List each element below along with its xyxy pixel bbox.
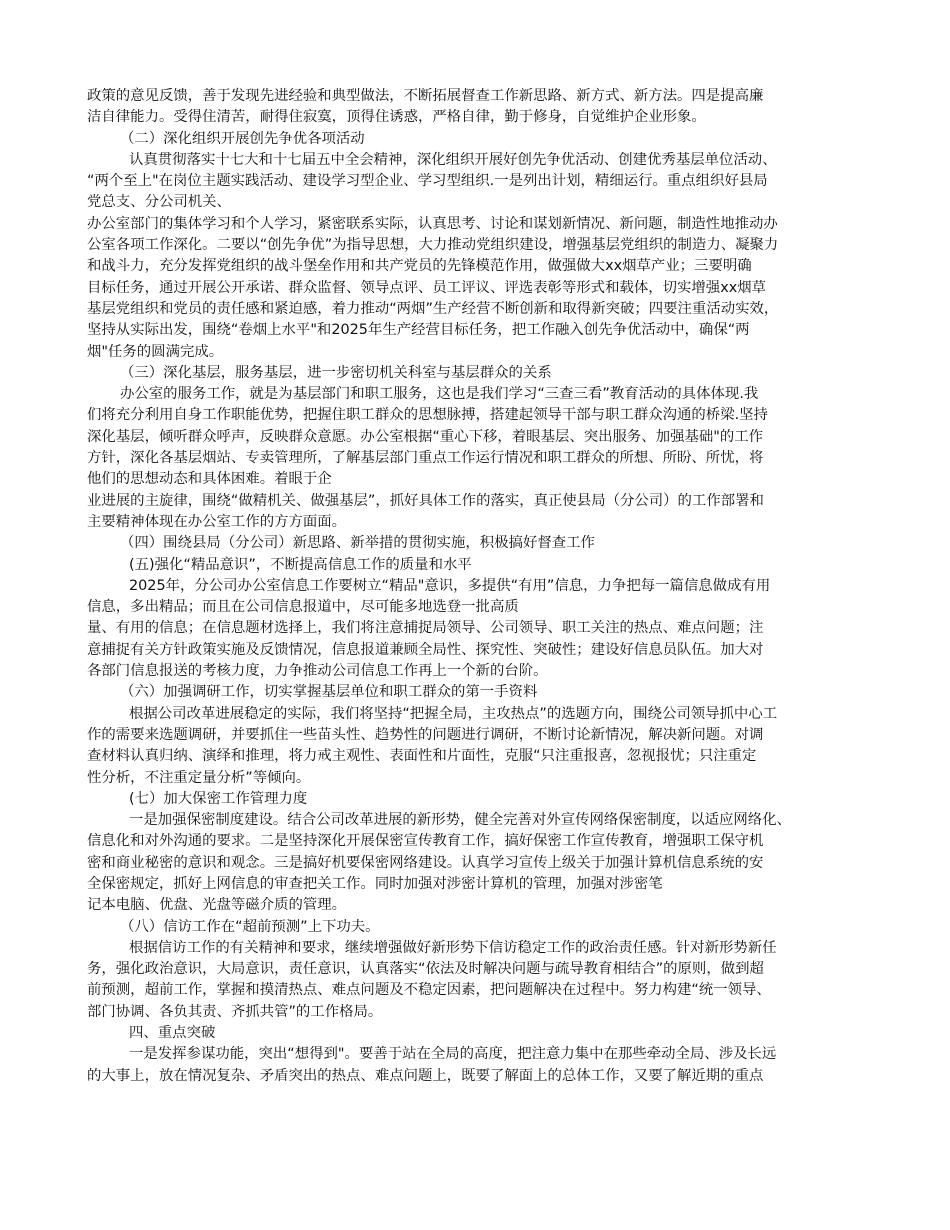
text-line: 根据公司改革进展稳定的实际，我们将坚持“把握全局，主攻热点”的选题方向，围绕公司领导抓中心工 — [129, 705, 778, 722]
text-line: 办公室部门的集体学习和个人学习，紧密联系实际，认真思考、讨论和谋划新情况、新问题，制造性地推动办 — [87, 215, 778, 232]
text-line: 密和商业秘密的意识和观念。三是搞好机要保密网络建设。认真学习宣传上级关于加强计算机信息系统的安 — [87, 854, 764, 871]
text-line: 们将充分利用自身工作职能优势，把握住职工群众的思想脉搏，搭建起领导干部与职工群众沟通的桥梁.坚持 — [87, 407, 768, 424]
text-line: 全保密规定，抓好上网信息的审查把关工作。同时加强对涉密计算机的管理，加强对涉密笔 — [87, 875, 663, 892]
text-line: （三）深化基层，服务基层，进一步密切机关科室与基层群众的关系 — [120, 364, 552, 381]
text-line: 信息化和对外沟通的要求。二是坚持深化开展保密宣传教育工作，搞好保密工作宣传教育，增强职工保守机 — [87, 833, 764, 850]
document-body — [87, 86, 867, 1087]
text-line: （四）围绕县局（分公司）新思路、新举措的贯彻实施，积极搞好督查工作 — [120, 535, 595, 552]
text-line: （六）加强调研工作，切实掌握基层单位和职工群众的第一手资料 — [120, 684, 538, 701]
text-line: 他们的思想动态和具体困难。着眼于企 — [87, 471, 332, 488]
text-line: (五)强化“精品意识”，不断提高信息工作的质量和水平 — [129, 556, 472, 573]
text-line: 性分析，不注重定量分析”等倾向。 — [87, 769, 311, 786]
text-line: “两个至上"在岗位主题实践活动、建设学习型企业、学习型组织.一是列出计划，精细运行。重点组织好县局 — [87, 173, 768, 190]
text-line: 信息，多出精品；而且在公司信息报道中，尽可能多地选登一批高质 — [87, 599, 519, 616]
text-line: 查材料认真归纳、演绎和推理，将力戒主观性、表面性和片面性，克服“只注重报喜，忽视报忧；只注重定 — [87, 748, 757, 765]
text-line: 前预测，超前工作，掌握和摸清热点、难点问题及不稳定因素，把问题解决在过程中。努力构建“统一领导、 — [87, 982, 771, 999]
text-line: 四、重点突破 — [129, 1025, 216, 1042]
text-line: 和战斗力，充分发挥党组织的战斗堡垒作用和共产党员的先锋模范作用，做强做大xx烟草产业；三要明确 — [87, 258, 752, 275]
text-line: 洁自律能力。受得住清苦，耐得住寂寞，顶得住诱惑，严格自律，勤于修身，自觉维护企业形象。 — [87, 109, 706, 126]
text-line: 烟"任务的圆满完成。 — [87, 343, 224, 360]
text-line: 业进展的主旋律，围绕“做精机关、做强基层”，抓好具体工作的落实，真正使县局（分公司）的工作部署和 — [87, 492, 764, 509]
text-line: 方针，深化各基层烟站、专卖管理所，了解基层部门重点工作运行情况和职工群众的所想、所盼、所忧，将 — [87, 450, 764, 467]
text-line: 党总支、分公司机关、 — [87, 194, 231, 211]
text-line: 认真贯彻落实十七大和十七届五中全会精神，深化组织开展好创先争优活动、创建优秀基层单位活动、 — [129, 151, 777, 168]
text-line: 目标任务，通过开展公开承诺、群众监督、领导点评、员工评议、评选表彰等形式和载体，切实增强xx烟草 — [87, 279, 767, 296]
text-line: 坚持从实际出发，围绕“卷烟上水平"和2025年生产经营目标任务，把工作融入创先争优活动中，确保“两 — [87, 322, 750, 339]
text-line: （二）深化组织开展创先争优各项活动 — [120, 130, 365, 147]
text-line: 一是发挥参谋功能，突出“想得到"。要善于站在全局的高度，把注意力集中在那些牵动全局、涉及长远 — [129, 1046, 777, 1063]
text-line: 部门协调、各负其责、齐抓共管”的工作格局。 — [87, 1003, 383, 1020]
text-line: 办公室的服务工作，就是为基层部门和职工服务，这也是我们学习“三查三看”教育活动的具体体现.我 — [120, 386, 759, 403]
text-line: （八）信访工作在“超前预测”上下功夫。 — [120, 918, 380, 935]
text-line: 基层党组织和党员的责任感和紧迫感，着力推动“两烟”生产经营不断创新和取得新突破；四要注重活动实效， — [87, 300, 779, 317]
text-line: 量、有用的信息；在信息题材选择上，我们将注意捕捉局领导、公司领导、职工关注的热点、难点问题；注 — [87, 620, 764, 637]
text-line: 公室各项工作深化。二要以“创先争优”为指导思想，大力推动党组织建设，增强基层党组织的制造力、凝聚力 — [87, 237, 779, 254]
text-line: 2025年，分公司办公室信息工作要树立“精品"意识，多提供“有用”信息，力争把每一篇信息做成有用 — [129, 577, 771, 594]
text-line: 政策的意见反馈，善于发现先进经验和典型做法，不断拓展督查工作新思路、新方式、新方法。四是提高廉 — [87, 88, 764, 104]
text-line: 作的需要来选题调研，并要抓住一些苗头性、趋势性的问题进行调研，不断讨论新情况，解决新问题。对调 — [87, 726, 764, 743]
text-line: 意捕捉有关方针政策实施及反馈情况，信息报道兼顾全局性、探究性、突破性；建设好信息员队伍。加大对 — [87, 641, 764, 658]
text-line: 主要精神体现在办公室工作的方方面面。 — [87, 513, 347, 530]
text-line: 深化基层，倾听群众呼声，反映群众意愿。办公室根据“重心下移，着眼基层、突出服务、加强基础"的工作 — [87, 428, 764, 445]
text-line: 务，强化政治意识，大局意识，责任意识，认真落实“依法及时解决问题与疏导教育相结合”的原则，做到超 — [87, 961, 764, 978]
text-line: 的大事上，放在情况复杂、矛盾突出的热点、难点问题上，既要了解面上的总体工作，又要了解近期的重点 — [87, 1067, 764, 1084]
text-line: 记本电脑、优盘、光盘等磁介质的管理。 — [87, 897, 347, 914]
text-line: 根据信访工作的有关精神和要求，继续增强做好新形势下信访稳定工作的政治责任感。针对新形势新任 — [129, 939, 777, 956]
text-line: 各部门信息报送的考核力度，力争推动公司信息工作再上一个新的台阶。 — [87, 663, 548, 680]
text-line: 一是加强保密制度建设。结合公司改革进展的新形势，健全完善对外宣传网络保密制度，以适应网络化、 — [129, 812, 791, 829]
text-line: (七）加大保密工作管理力度 — [129, 790, 308, 807]
